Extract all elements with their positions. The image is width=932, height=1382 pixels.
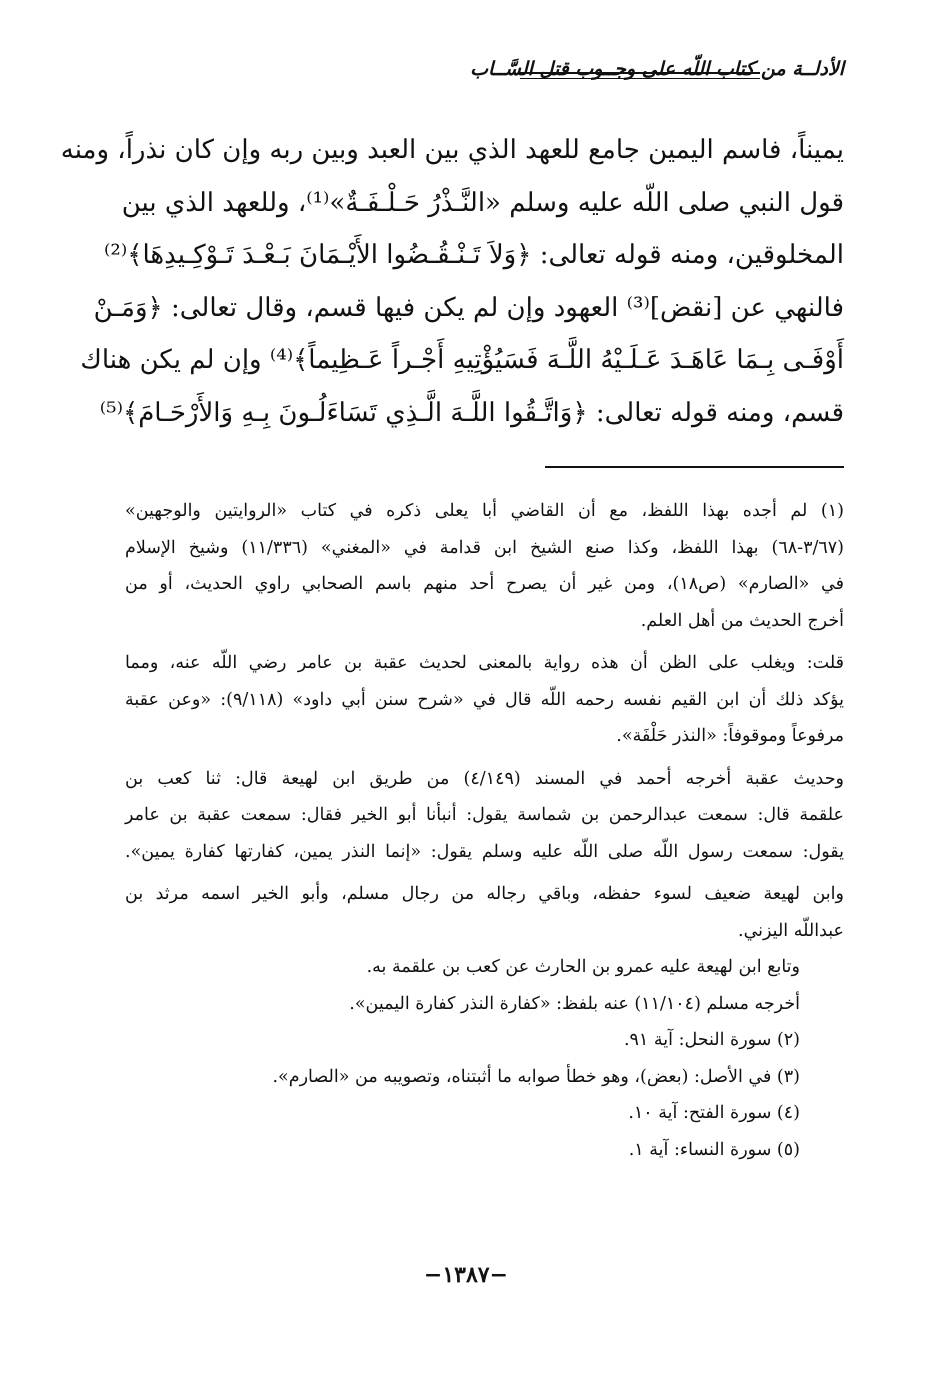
footnote-line: أخرجه مسلم (١١/١٠٤) عنه بلفظ: «كفارة النذر كفارة اليمين».: [349, 993, 800, 1014]
footnote-divider: [545, 466, 844, 468]
header-rule: [520, 72, 760, 74]
body-line: قسم، ومنه قوله تعالى: ﴿وَاتَّـقُوا اللَّـهَ الَّـذِي تَسَاءَلُـونَ بِـهِ وَالأَرْحَـامَ﴾⁽⁵⁾: [99, 397, 844, 428]
body-line: أَوْفَـى بِـمَا عَاهَـدَ عَـلَـيْهُ اللَّـهَ فَسَيُؤْتِيهِ أَجْـراً عَـظِيماً﴾⁽⁴⁾ وإن لم يكن هناك: [80, 345, 844, 375]
footnote-line: (٥) سورة النساء: آية ١.: [628, 1139, 800, 1160]
running-header-title: الأدلــة من كتاب اللّه على وجــوب قتل السَّــاب: [470, 58, 844, 80]
footnote-line: أخرج الحديث من أهل العلم.: [640, 610, 844, 631]
main-text: [60, 124, 844, 439]
footnote-line: علقمة قال: سمعت عبدالرحمن بن شماسة يقول: أنبأنا أبو الخير فقال: سمعت عقبة بن عامر: [125, 805, 844, 825]
footnote-line: قلت: ويغلب على الظن أن هذه رواية بالمعنى لحديث عقبة بن عامر رضي اللّه عنه، ومما: [125, 653, 844, 673]
footnote-line: وتابع ابن لهيعة عليه عمرو بن الحارث عن كعب بن علقمة به.: [366, 957, 800, 977]
body-line: قول النبي صلى اللّه عليه وسلم «النَّـذْرُ حَـلْـفَـةٌ»⁽¹⁾، وللعهد الذي بين: [121, 187, 844, 218]
footnote-line: (٤) سورة الفتح: آية ١٠.: [628, 1103, 800, 1123]
footnote-line: مرفوعاً وموقوفاً: «النذر حَلْفَة».: [616, 726, 844, 746]
footnote-line: يقول: سمعت رسول اللّه صلى اللّه عليه وسلم يقول: «إنما النذر يمين، كفارتها كفارة يمين».: [125, 841, 844, 862]
body-line: فالنهي عن [نقض]⁽³⁾ العهود وإن لم يكن فيها قسم، وقال تعالى: ﴿وَمَـنْ: [93, 292, 844, 323]
running-header: [470, 58, 844, 88]
footnote-line: (٣/٦٧-٦٨) بهذا اللفظ، وكذا صنع الشيخ ابن قدامة في «المغني» (١١/٣٣٦) وشيخ الإسلام: [125, 537, 844, 558]
footnote-line: (١) لم أجده بهذا اللفظ، مع أن القاضي أبا يعلى ذكره في كتاب «الروايتين والوجهين»: [125, 501, 844, 521]
footnote-line: عبداللّه اليزني.: [738, 920, 844, 941]
header-rule: [520, 78, 760, 79]
footnote-line: يؤكد ذلك أن ابن القيم نفسه رحمه اللّه قال في «شرح سنن أبي داود» (٩/١١٨): «وعن عقبة: [125, 689, 844, 710]
body-line: يميناً، فاسم اليمين جامع للعهد الذي بين العبد وبين ربه وإن كان نذراً، ومنه: [60, 135, 844, 165]
footnote-line: (٢) سورة النحل: آية ٩١.: [623, 1030, 800, 1050]
body-line: المخلوقين، ومنه قوله تعالى: ﴿وَلاَ تَـنْـقُـضُوا الأَيْـمَانَ بَـعْـدَ تَـوْكِـيدِهَا﴾⁽²⁾: [104, 240, 844, 270]
footnote-line: وابن لهيعة ضعيف لسوء حفظه، وباقي رجاله من رجال مسلم، وأبو الخير اسمه مرثد بن: [125, 884, 844, 904]
footnotes: [125, 493, 844, 1168]
footnote-line: في «الصارم» (ص١٨)، ومن غير أن يصرح أحد منهم باسم الصحابي راوي الحديث، أو من: [125, 574, 844, 594]
footnote-line: (٣) في الأصل: (بعض)، وهو خطأ صوابه ما أثبتناه، وتصويبه من «الصارم».: [272, 1066, 800, 1087]
page-number: −١٣٨٧−: [423, 1262, 509, 1288]
footnote-line: وحديث عقبة أخرجه أحمد في المسند (٤/١٤٩) من طريق ابن لهيعة قال: ثنا كعب بن: [125, 768, 845, 789]
